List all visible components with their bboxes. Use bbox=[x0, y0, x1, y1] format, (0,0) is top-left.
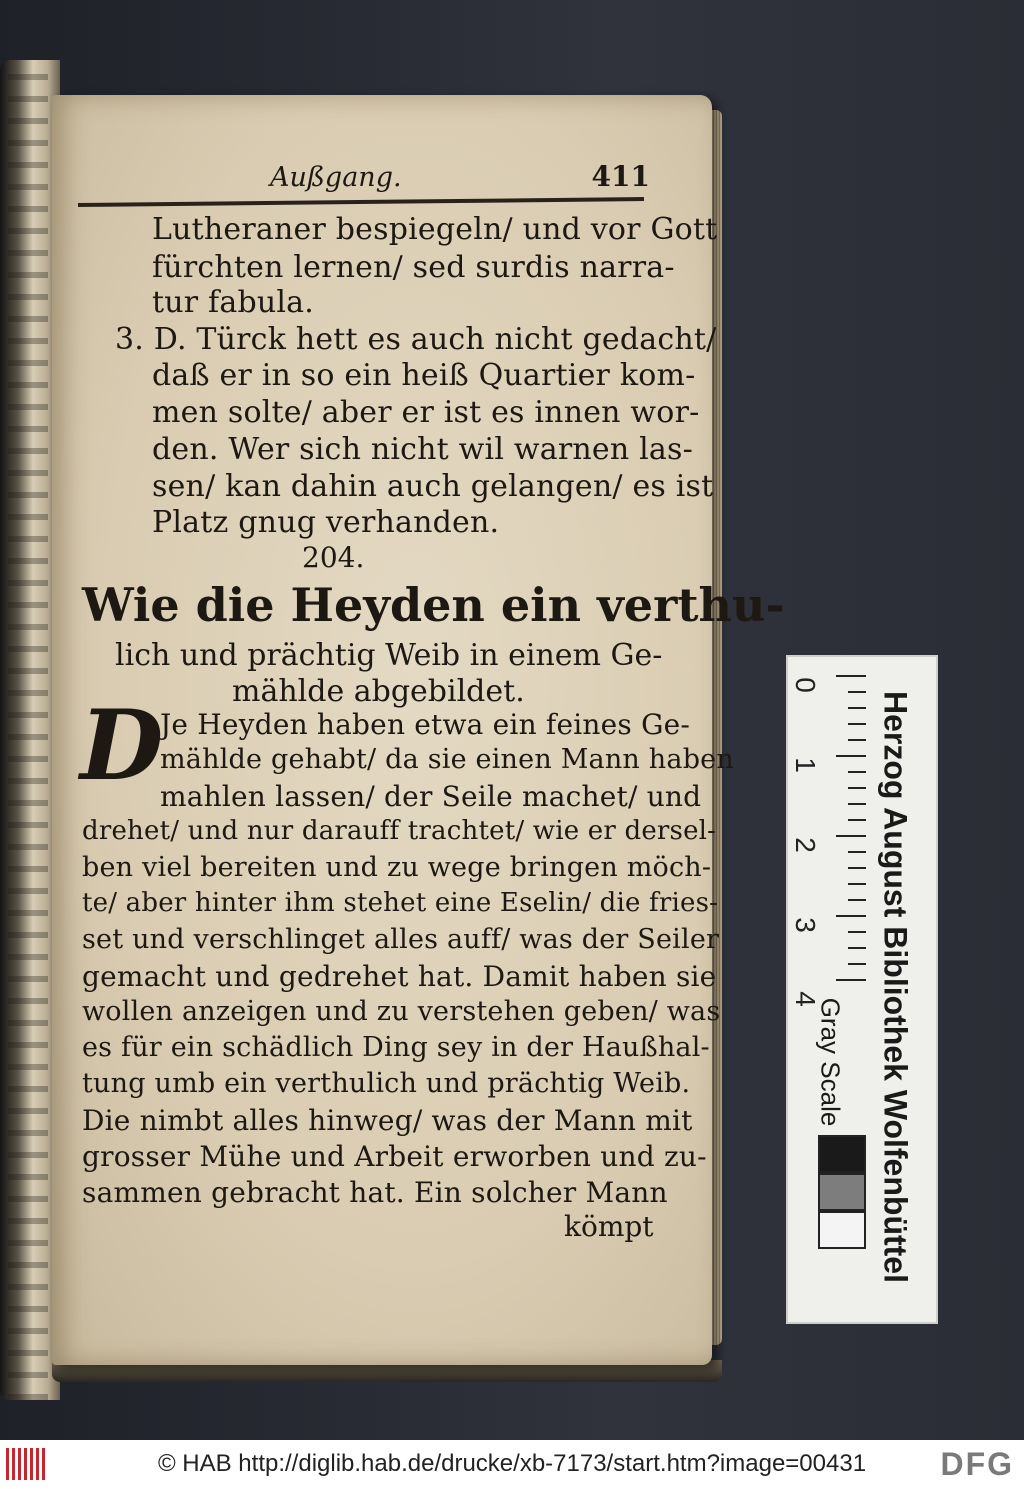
copyright-url: © HAB http://diglib.hab.de/drucke/xb-7173/start.htm?image=00431 bbox=[157, 1450, 867, 1477]
gray-scale-text: Gray Scale bbox=[815, 997, 846, 1127]
ruler-number: 2 bbox=[790, 837, 821, 853]
section-number: 204. bbox=[302, 541, 365, 574]
text-line: wollen anzeigen und zu verstehen geben/ was bbox=[82, 996, 721, 1027]
text-line: Je Heyden haben etwa ein feines Ge- bbox=[160, 708, 691, 741]
text-line: Lutheraner bespiegeln/ und vor Gott bbox=[152, 212, 718, 247]
drop-capital: D bbox=[80, 689, 164, 802]
ruler-number: 1 bbox=[790, 757, 821, 773]
text-line: tur fabula. bbox=[152, 285, 314, 320]
text-line: gemacht und gedrehet hat. Damit haben sie bbox=[82, 960, 717, 993]
text-line: Platz gnug verhanden. bbox=[152, 505, 500, 540]
chapter-subheading: mählde abgebildet. bbox=[232, 674, 525, 709]
chapter-subheading: lich und prächtig Weib in einem Ge- bbox=[115, 638, 663, 673]
text-line: sammen gebracht hat. Ein solcher Mann bbox=[82, 1176, 668, 1209]
text-line: grosser Mühe und Arbeit erworben und zu- bbox=[82, 1140, 707, 1173]
text-line: den. Wer sich nicht wil warnen las- bbox=[152, 432, 693, 467]
ruler-number: 3 bbox=[790, 917, 821, 933]
catchword: kömpt bbox=[564, 1210, 654, 1243]
text-line: men solte/ aber er ist es innen wor- bbox=[152, 395, 700, 430]
left-book-edge bbox=[0, 60, 60, 1400]
library-name-text: Herzog August Bibliothek Wolfenbüttel bbox=[877, 691, 914, 1283]
gray-swatch-white bbox=[818, 1211, 866, 1249]
text-line: daß er in so ein heiß Quartier kom- bbox=[152, 358, 696, 393]
text-line: sen/ kan dahin auch gelangen/ es ist bbox=[152, 469, 714, 504]
gray-scale-label bbox=[790, 997, 870, 1127]
text-line: 3. D. Türck hett es auch nicht gedacht/ bbox=[115, 322, 717, 357]
text-line: tung umb ein verthulich und prächtig Weib. bbox=[82, 1068, 691, 1099]
dfg-logo: DFG bbox=[940, 1446, 1014, 1482]
text-line: set und verschlinget alles auff/ was der Seiler bbox=[82, 924, 720, 955]
text-line: es für ein schädlich Ding sey in der Haußhal- bbox=[82, 1032, 710, 1063]
chapter-heading: Wie die Heyden ein verthu- bbox=[82, 578, 785, 632]
library-name bbox=[860, 667, 930, 1307]
ruler-number: 4 bbox=[790, 991, 821, 1007]
gray-swatch-black bbox=[818, 1135, 866, 1173]
running-title: Außgang. bbox=[270, 162, 402, 193]
ruler-number: 0 bbox=[790, 677, 821, 693]
text-line: mahlen lassen/ der Seile machet/ und bbox=[160, 780, 702, 813]
viewer-footer bbox=[0, 1440, 1024, 1489]
text-line: ben viel bereiten und zu wege bringen möch- bbox=[82, 852, 712, 883]
page-number: 411 bbox=[591, 160, 650, 193]
gray-swatch-mid bbox=[818, 1173, 866, 1211]
text-line: mählde gehabt/ da sie einen Mann haben bbox=[160, 744, 734, 775]
scale-ruler bbox=[786, 655, 938, 1324]
text-line: drehet/ und nur darauff trachtet/ wie er dersel- bbox=[82, 816, 717, 846]
text-line: te/ aber hinter ihm stehet eine Eselin/ die fries- bbox=[82, 888, 719, 918]
text-line: fürchten lernen/ sed surdis narra- bbox=[152, 250, 675, 285]
text-line: Die nimbt alles hinweg/ was der Mann mit bbox=[82, 1104, 693, 1137]
